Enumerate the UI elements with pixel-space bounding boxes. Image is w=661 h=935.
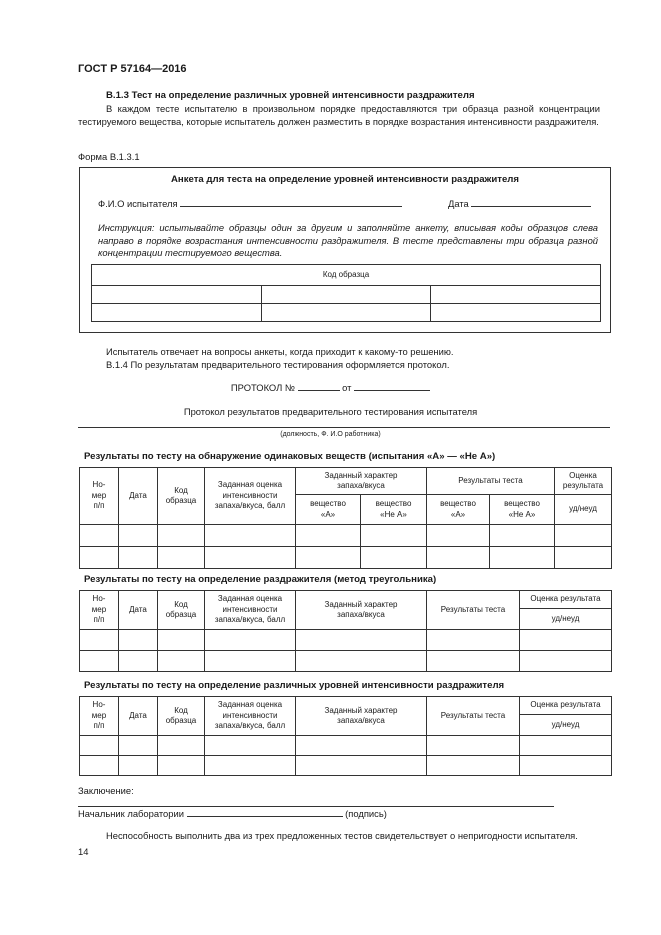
sample-code-table <box>91 264 601 322</box>
sample-code-cell[interactable] <box>261 286 431 304</box>
section-intro: В каждом тесте испытателю в произвольном порядке предоставляются три образца разной концентрации тестируемого вещества, которые испытатель должен разместить в порядке возрастания интенсивности раздражителя. <box>78 103 600 127</box>
col-date: Дата <box>119 468 158 525</box>
col-assigned-character: Заданный характер запаха/вкуса <box>296 591 427 630</box>
date-row <box>448 198 591 211</box>
sub-substance-not-a: вещество «Не А» <box>490 495 555 525</box>
document-header: ГОСТ Р 57164—2016 <box>78 63 187 75</box>
form-title: Анкета для теста на определение уровней интенсивности раздражителя <box>171 174 519 185</box>
sub-pass-fail: уд/неуд <box>520 609 612 630</box>
date-field[interactable] <box>471 206 591 207</box>
protocol-date-field[interactable] <box>354 390 430 391</box>
protocol-number-label: ПРОТОКОЛ № <box>230 382 295 393</box>
position-name-line[interactable] <box>78 427 610 428</box>
final-note: Неспособность выполнить два из трех предложенных тестов свидетельствует о непригодности испытателя. <box>106 830 578 841</box>
sample-code-cell[interactable] <box>431 286 601 304</box>
date-label: Дата <box>448 198 469 209</box>
lab-head-row <box>78 808 387 821</box>
table-row <box>80 756 612 776</box>
col-assigned-intensity: Заданная оценка интенсивности запаха/вкуса, балл <box>205 591 296 630</box>
col-date: Дата <box>119 697 158 736</box>
table3-title: Результаты по тесту на определение различных уровней интенсивности раздражителя <box>84 680 505 691</box>
signature-label: (подпись) <box>345 808 387 819</box>
position-name-caption: (должность, Ф. И.О работника) <box>280 431 381 438</box>
sample-code-header: Код образца <box>92 265 601 286</box>
table1 <box>79 467 612 569</box>
sample-code-cell[interactable] <box>431 304 601 322</box>
table2 <box>79 590 612 672</box>
protocol-number-row <box>0 382 661 395</box>
form-label: Форма В.1.3.1 <box>78 151 140 162</box>
table-row <box>80 651 612 672</box>
col-sample-code: Код образца <box>158 591 205 630</box>
lab-head-signature-field[interactable] <box>187 816 343 817</box>
tester-name-field[interactable] <box>180 206 402 207</box>
col-date: Дата <box>119 591 158 630</box>
col-test-results: Результаты теста <box>427 591 520 630</box>
col-assigned-intensity: Заданная оценка интенсивности запаха/вкуса, балл <box>205 697 296 736</box>
col-score: Оценка результата <box>520 591 612 609</box>
table-row <box>80 547 612 569</box>
conclusion-row <box>78 785 611 810</box>
col-assigned-character: Заданный характер запаха/вкуса <box>296 697 427 736</box>
protocol-date-label: от <box>342 382 352 393</box>
col-assigned-character: Заданный характер запаха/вкуса <box>296 468 427 495</box>
table2-title: Результаты по тесту на определение раздражителя (метод треугольника) <box>84 574 437 585</box>
protocol-number-field[interactable] <box>298 390 340 391</box>
conclusion-field[interactable] <box>78 806 554 807</box>
sub-pass-fail: уд/неуд <box>520 715 612 736</box>
col-number: Но- мер п/п <box>80 697 119 736</box>
page-number: 14 <box>78 846 89 857</box>
sub-substance-not-a: вещество «Не А» <box>361 495 427 525</box>
sub-substance-a: вещество «А» <box>296 495 361 525</box>
col-score: Оценка результата <box>520 697 612 715</box>
sub-pass-fail: уд/неуд <box>555 495 612 525</box>
section-title: В.1.3 Тест на определение различных уровней интенсивности раздражителя <box>106 90 475 101</box>
conclusion-label: Заключение: <box>78 785 134 796</box>
protocol-note: В.1.4 По результатам предварительного тестирования оформляется протокол. <box>106 359 450 370</box>
table3 <box>79 696 612 776</box>
sample-code-cell[interactable] <box>92 304 262 322</box>
col-number: Но- мер п/п <box>80 591 119 630</box>
table-row <box>80 630 612 651</box>
tester-name-row <box>98 198 402 211</box>
answer-note: Испытатель отвечает на вопросы анкеты, когда приходит к какому-то решению. <box>106 346 454 357</box>
sample-code-cell[interactable] <box>261 304 431 322</box>
col-sample-code: Код образца <box>158 468 205 525</box>
col-assigned-intensity: Заданная оценка интенсивности запаха/вкуса, балл <box>205 468 296 525</box>
sub-substance-a: вещество «А» <box>427 495 490 525</box>
tester-name-label: Ф.И.О испытателя <box>98 198 178 209</box>
form-instruction: Инструкция: испытывайте образцы один за другим и заполняйте анкету, вписывая коды образцов слева направо в порядке возрастания интенсивности раздражителя. В тесте представлены три образца разной концентрации тестируемого вещества. <box>98 222 598 259</box>
table1-title: Результаты по тесту на обнаружение одинаковых веществ (испытания «А» — «Не А») <box>84 451 496 462</box>
col-test-results: Результаты теста <box>427 468 555 495</box>
col-number: Но- мер п/п <box>80 468 119 525</box>
table-row <box>80 736 612 756</box>
col-test-results: Результаты теста <box>427 697 520 736</box>
questionnaire-form <box>79 167 611 333</box>
col-score: Оценка результата <box>555 468 612 495</box>
table-row <box>80 525 612 547</box>
protocol-subtitle: Протокол результатов предварительного тестирования испытателя <box>183 406 478 417</box>
lab-head-label: Начальник лаборатории <box>78 808 184 819</box>
col-sample-code: Код образца <box>158 697 205 736</box>
sample-code-cell[interactable] <box>92 286 262 304</box>
